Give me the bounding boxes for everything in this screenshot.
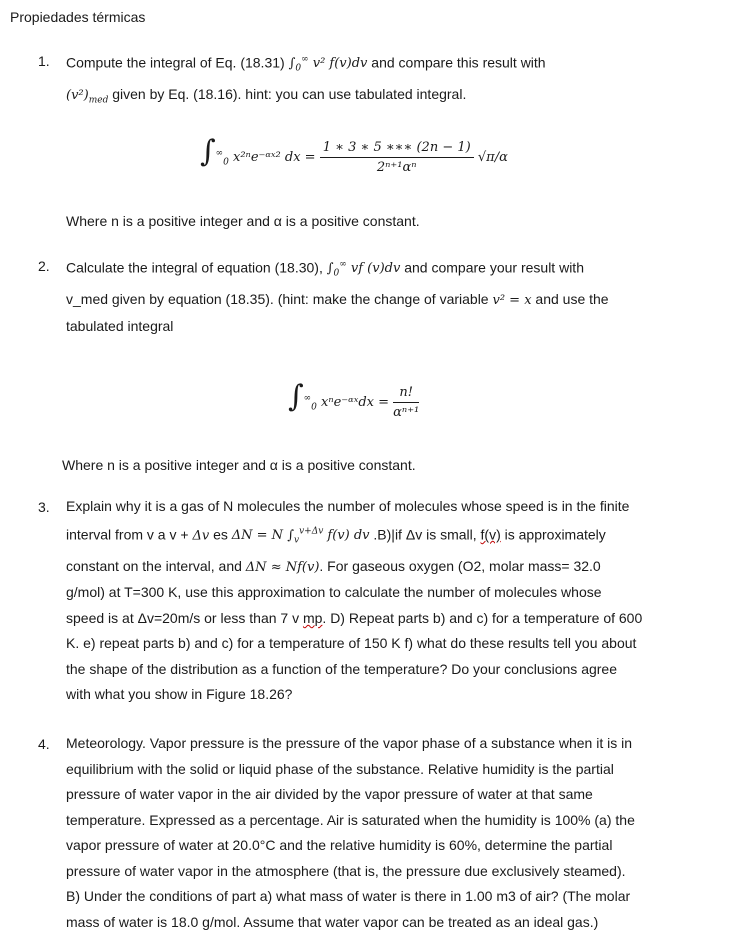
- equation-2: $\int^\infty_0$ xⁿe⁻ᵅˣdx = $\frac{n!}{\text{αⁿ⁺¹}}$: [288, 379, 420, 420]
- question-3-number: 3.: [38, 499, 50, 515]
- question-1-text: Compute the integral of Eq. (18.31) $\int_0^\infty$ v² f(v)dv and compare this result with $(v^2)_{med}$ given by Eq. (18.16). hint: you can use tabulated integral.: [66, 54, 546, 107]
- question-3-text: Explain why it is a gas of N molecules the number of molecules whose speed is in the finite interval from v a v + Δv es ΔN = N $\int_v^{v+\Delta v}$ f(v) dv .B)|if Δv is small, f(v) is approximately constant on the interval, and ΔN ≈ Nf(v). For gaseous oxygen (O2, molar mass= 32.0 g/mol) at T=300 K, use this approximation to calculate the number of molecules whose speed is at Δv=20m/s or less than 7 v mp. D) Repeat parts b) and c) for a temperature of 600 K. e) repeat parts b) and c) for a temperature of 150 K f) what do these results tell you about the shape of the distribution as a function of the temperature? Do your conclusions agree with what you show in Figure 18.26?: [66, 498, 643, 703]
- integral-sign: ∫: [288, 379, 304, 414]
- equation-1: $\int^\infty_0$ x²ⁿe⁻ᵅˣ² dx = $\frac{1 ∗ 3 ∗ 5 ∗∗∗ (2n - 1)}{\text{2ⁿ⁺¹αⁿ}}$ √π/α: [200, 134, 508, 175]
- page-title: Propiedades térmicas: [10, 9, 146, 25]
- question-4-text: Meteorology. Vapor pressure is the pressure of the vapor phase of a substance when it is in equilibrium with the solid or liquid phase of the substance. Relative humidity is the partial pressure of water vapor in the air divided by the vapor pressure of water at that same temperature. Expressed as a percentage. Air is saturated when the humidity is 100% (a) the vapor pressure of water at 20.0°C and the relative humidity is 60%, determine the partial pressure of water vapor in the atmosphere (that is, the pressure due exclusively steamed). B) Under the conditions of part a) what mass of water is there in 1.00 m3 of air? (The molar mass of water is 18.0 g/mol. Assume that water vapor can be treated as an ideal gas.): [66, 735, 635, 930]
- question-1-number: 1.: [38, 53, 50, 69]
- sqrt-pi-over-alpha: √π/α: [477, 150, 508, 165]
- question-1-note: Where n is a positive integer and α is a positive constant.: [66, 213, 420, 229]
- question-2-number: 2.: [38, 258, 50, 274]
- question-4-number: 4.: [38, 736, 50, 752]
- integral-sign: ∫: [200, 134, 216, 169]
- question-2-text: Calculate the integral of equation (18.30), $\int_0^\infty$ vf (v)dv and compare your result with v_med given by equation (18.35). (hint: make the change of variable v² = x and use the tabulated integral: [66, 259, 609, 334]
- question-2-note: Where n is a positive integer and α is a positive constant.: [62, 457, 416, 473]
